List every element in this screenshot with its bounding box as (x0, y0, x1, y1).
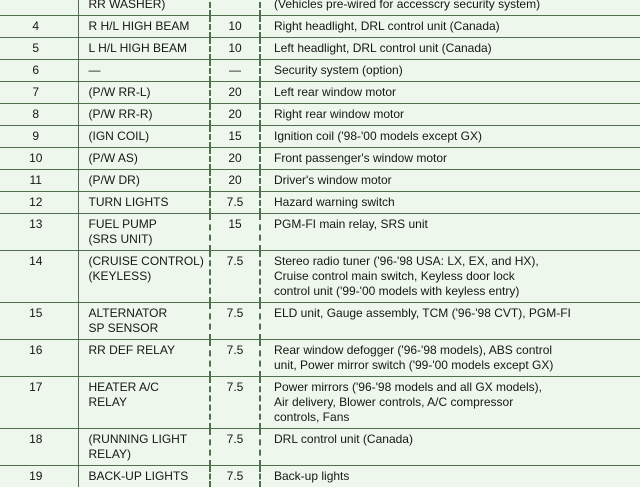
fuse-amps: 7.5 (210, 377, 260, 429)
table-row (0, 429, 640, 466)
fuse-number: 14 (0, 251, 78, 303)
component-description: Driver's window motor (274, 173, 640, 188)
component-cell (260, 104, 640, 126)
component-cell (260, 214, 640, 251)
fuse-amps: 7.5 (210, 340, 260, 377)
table-row (0, 466, 640, 487)
fuse-amps: 20 (210, 82, 260, 104)
circuit-cell (78, 126, 210, 148)
circuit-name: ALTERNATOR (89, 306, 210, 321)
fuse-amps: 15 (210, 126, 260, 148)
fuse-number: 9 (0, 126, 78, 148)
circuit-name: RR WASHER) (89, 0, 210, 12)
circuit-cell (78, 148, 210, 170)
table-row (0, 0, 640, 16)
fuse-number: 8 (0, 104, 78, 126)
fuse-amps: 20 (210, 148, 260, 170)
fuse-number: 5 (0, 38, 78, 60)
circuit-name: (RUNNING LIGHT (89, 432, 210, 447)
table-row (0, 60, 640, 82)
component-description: ELD unit, Gauge assembly, TCM ('96-'98 CVT), PGM-FI (274, 306, 640, 321)
table-row (0, 16, 640, 38)
circuit-cell (78, 214, 210, 251)
table-row (0, 126, 640, 148)
fuse-amps: 7.5 (210, 192, 260, 214)
fuse-number: 4 (0, 16, 78, 38)
component-description: Rear window defogger ('96-'98 models), ABS control (274, 343, 640, 358)
table-row (0, 377, 640, 429)
circuit-cell (78, 104, 210, 126)
table-row (0, 38, 640, 60)
fuse-number: 19 (0, 466, 78, 487)
table-row (0, 170, 640, 192)
fuse-amps (210, 0, 260, 16)
table-row (0, 82, 640, 104)
table-row (0, 340, 640, 377)
fuse-number: 6 (0, 60, 78, 82)
component-cell (260, 466, 640, 487)
circuit-name: (SRS UNIT) (89, 232, 210, 247)
component-description: PGM-FI main relay, SRS unit (274, 217, 640, 232)
fuse-amps: 20 (210, 170, 260, 192)
component-description: Right headlight, DRL control unit (Canada) (274, 19, 640, 34)
component-description: Stereo radio tuner ('96-'98 USA: LX, EX, and HX), (274, 254, 640, 269)
circuit-cell (78, 16, 210, 38)
circuit-name: SP SENSOR (89, 321, 210, 336)
fuse-number: 11 (0, 170, 78, 192)
table-row (0, 104, 640, 126)
circuit-name: RR DEF RELAY (89, 343, 210, 358)
circuit-cell (78, 466, 210, 487)
component-description: Hazard warning switch (274, 195, 640, 210)
fuse-number: 13 (0, 214, 78, 251)
circuit-name: FUEL PUMP (89, 217, 210, 232)
component-description: Left headlight, DRL control unit (Canada) (274, 41, 640, 56)
component-cell (260, 16, 640, 38)
fuse-number: 12 (0, 192, 78, 214)
component-description: Front passenger's window motor (274, 151, 640, 166)
fuse-amps: 7.5 (210, 251, 260, 303)
circuit-cell (78, 170, 210, 192)
component-cell (260, 126, 640, 148)
circuit-name: RELAY (89, 395, 210, 410)
fuse-amps: 10 (210, 38, 260, 60)
component-description: Left rear window motor (274, 85, 640, 100)
circuit-name: (P/W RR-R) (89, 107, 210, 122)
circuit-name: RELAY) (89, 447, 210, 462)
component-description: Security system (option) (274, 63, 640, 78)
component-description: Air delivery, Blower controls, A/C compressor (274, 395, 640, 410)
fuse-number: 7 (0, 82, 78, 104)
circuit-cell (78, 38, 210, 60)
fuse-number: 15 (0, 303, 78, 340)
component-description: Back-up lights (274, 469, 640, 484)
component-cell (260, 148, 640, 170)
circuit-name: BACK-UP LIGHTS (89, 469, 210, 484)
fuse-number: 17 (0, 377, 78, 429)
circuit-name: (P/W AS) (89, 151, 210, 166)
component-cell (260, 251, 640, 303)
table-row (0, 192, 640, 214)
component-cell (260, 340, 640, 377)
table-row (0, 303, 640, 340)
fuse-amps: 10 (210, 16, 260, 38)
component-description: DRL control unit (Canada) (274, 432, 640, 447)
circuit-cell (78, 303, 210, 340)
circuit-cell (78, 82, 210, 104)
component-description: Ignition coil ('98-'00 models except GX) (274, 129, 640, 144)
circuit-name: (P/W RR-L) (89, 85, 210, 100)
component-description: control unit ('99-'00 models with keyless entry) (274, 284, 640, 299)
circuit-name: TURN LIGHTS (89, 195, 210, 210)
circuit-cell (78, 0, 210, 16)
component-cell (260, 0, 640, 16)
component-cell (260, 60, 640, 82)
circuit-cell (78, 429, 210, 466)
table-row (0, 148, 640, 170)
component-description: unit, Power mirror switch ('99-'00 models except GX) (274, 358, 640, 373)
circuit-name: (KEYLESS) (89, 269, 210, 284)
circuit-name: — (89, 63, 210, 78)
circuit-name: R H/L HIGH BEAM (89, 19, 210, 34)
circuit-cell (78, 60, 210, 82)
component-cell (260, 38, 640, 60)
fuse-amps: 15 (210, 214, 260, 251)
circuit-name: (P/W DR) (89, 173, 210, 188)
table-row (0, 214, 640, 251)
component-cell (260, 429, 640, 466)
fuse-amps: 7.5 (210, 466, 260, 487)
circuit-name: HEATER A/C (89, 380, 210, 395)
fuse-amps: 7.5 (210, 303, 260, 340)
component-cell (260, 377, 640, 429)
component-cell (260, 192, 640, 214)
component-description: Power mirrors ('96-'98 models and all GX models), (274, 380, 640, 395)
component-description: (Vehicles pre-wired for accesscry security system) (274, 0, 640, 12)
component-description: controls, Fans (274, 410, 640, 425)
fuse-number (0, 0, 78, 16)
circuit-cell (78, 251, 210, 303)
circuit-name: (IGN COIL) (89, 129, 210, 144)
fuse-amps: 7.5 (210, 429, 260, 466)
fuse-number: 16 (0, 340, 78, 377)
fuse-amps: 20 (210, 104, 260, 126)
table-row (0, 251, 640, 303)
circuit-name: (CRUISE CONTROL) (89, 254, 210, 269)
component-cell (260, 303, 640, 340)
component-cell (260, 170, 640, 192)
fuse-number: 18 (0, 429, 78, 466)
component-description: Cruise control main switch, Keyless door lock (274, 269, 640, 284)
circuit-cell (78, 192, 210, 214)
fuse-amps: — (210, 60, 260, 82)
component-cell (260, 82, 640, 104)
component-description: Right rear window motor (274, 107, 640, 122)
fuse-number: 10 (0, 148, 78, 170)
circuit-cell (78, 377, 210, 429)
circuit-cell (78, 340, 210, 377)
circuit-name: L H/L HIGH BEAM (89, 41, 210, 56)
